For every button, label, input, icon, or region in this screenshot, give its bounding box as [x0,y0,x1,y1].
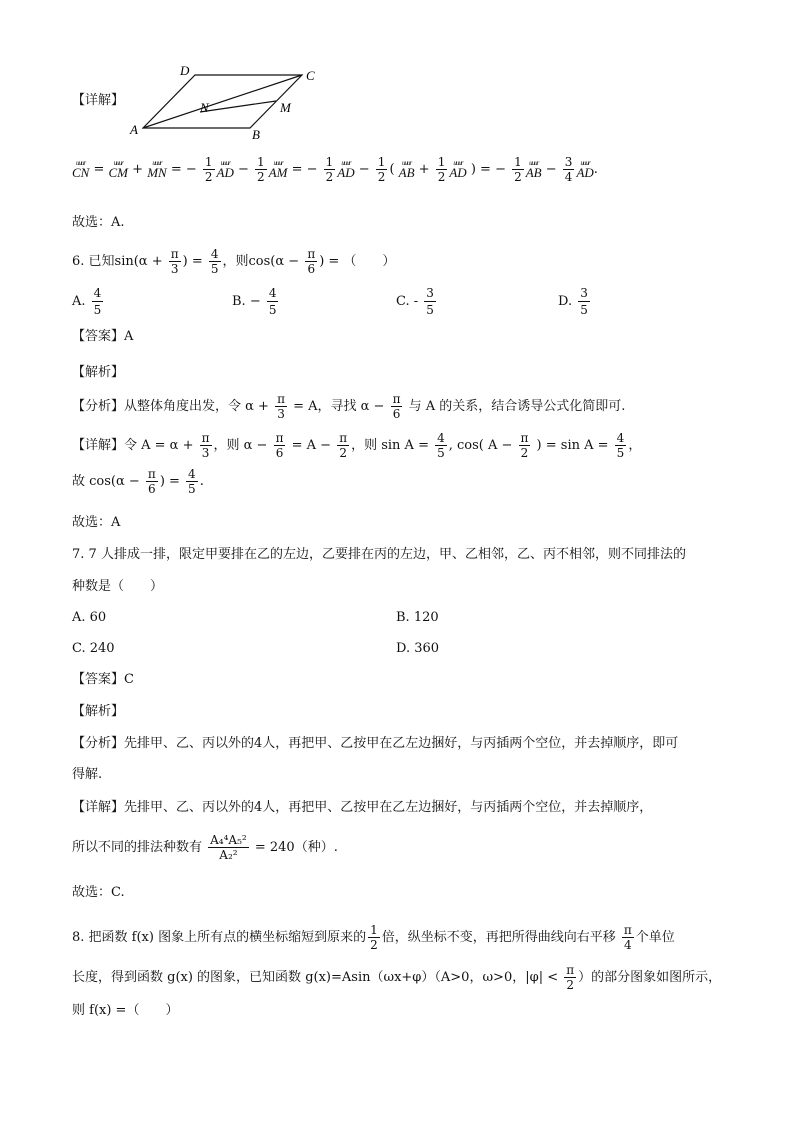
point-label-c: C [306,68,315,83]
numerator: π [277,392,285,406]
vector-name: CM [108,165,129,180]
numerator: π [623,923,632,937]
fraction [578,286,590,317]
numerator: π [307,247,316,261]
text-segment: + [128,162,148,177]
denominator: 2 [339,446,347,460]
q7-answer [72,673,134,686]
text-segment: , cos( A − [448,438,517,453]
denominator: 3 [201,446,210,460]
denominator: 5 [580,303,588,317]
text-segment: 个单位 [635,930,675,945]
text-segment: ) = [159,474,185,489]
vector [449,160,466,179]
q7-option[interactable]: B. 120 [396,610,439,625]
text-segment: = 240（种）. [250,840,338,855]
q8-stem-3 [72,1004,178,1017]
text-segment: − [354,162,374,177]
denominator: 2 [514,170,522,184]
point-label-n: N [200,100,209,115]
fraction [337,432,349,459]
denominator: 2 [520,446,529,460]
denominator: 2 [566,978,575,992]
fraction [564,964,576,991]
vector-arrow: uuur [580,159,590,167]
text-segment: + [414,162,434,177]
text-segment: ) = （ ） [319,254,396,269]
q7-fenxi-2 [72,768,102,781]
vector-arrow: uuur [453,159,463,167]
denominator: 5 [210,262,219,276]
text-segment: − [233,162,254,177]
text-segment: 【详解】先排甲、乙、丙以外的4人，再把甲、乙按甲在乙左边捆好，与丙插两个空位，并去掉顺序， [72,800,653,815]
text-segment: B. − [232,294,265,309]
text-segment: = [89,162,109,177]
fraction [512,156,524,183]
q6-fenxi [72,393,625,420]
text-segment: ，则 sin A = [351,438,434,453]
vector-name: AD [576,165,594,180]
vector-arrow: uuur [113,159,123,167]
denominator: 3 [277,407,285,421]
fraction [208,834,249,861]
numerator: 4 [188,467,196,481]
numerator: 4 [437,431,445,445]
fraction [435,432,447,459]
vector [526,160,542,179]
vector-equation [72,156,598,183]
text-segment: ）的部分图象如图所示， [578,970,722,985]
q6-jiexi [72,366,124,379]
fraction [622,924,634,951]
text-segment: 【解析】 [72,704,125,719]
denominator: 5 [616,446,625,460]
point-label-a: A [130,122,138,137]
denominator: 6 [392,407,401,421]
fraction [275,393,287,420]
vector-name: CN [72,165,90,180]
point-label-m: M [280,100,291,115]
text-segment: = − [287,162,322,177]
denominator: 5 [437,446,445,460]
fraction [203,156,215,183]
fraction [376,156,388,183]
detail-label: 【详解】 [72,93,125,108]
numerator: 4 [616,431,625,445]
q6-option[interactable] [558,286,592,317]
numerator: π [201,431,210,445]
fraction [169,248,181,275]
fraction [615,432,627,459]
q6-stem [72,248,395,275]
text-segment: 【分析】先排甲、乙、丙以外的4人，再把甲、乙按甲在乙左边捆好，与丙插两个空位，并去掉顺序，即可 [72,736,679,751]
text-segment: = − [166,162,201,177]
vector [399,160,415,179]
text-segment: . [593,162,598,177]
numerator: 4 [210,247,219,261]
text-segment: ，则cos(α − [222,254,304,269]
q7-option[interactable]: D. 360 [396,641,440,656]
vector-arrow: uuur [152,159,162,167]
numerator: 1 [370,923,378,937]
vector-arrow: uuur [529,159,539,167]
text-segment: ) = [182,254,207,269]
text-segment: 【答案】A [72,329,134,344]
text-segment: ，则 α − [213,438,272,453]
numerator: 3 [564,155,573,169]
q6-xiangjie [72,432,641,459]
text-segment: 长度，得到函数 g(x) 的图象，已知函数 g(x)=Asin（ωx+φ）（A>0，ω>0，|φ| < [72,970,563,985]
denominator: 5 [188,482,196,496]
text-segment: . [199,474,204,489]
vector [147,160,167,179]
vector [109,160,129,179]
text-segment: 7. 7 人排成一排，限定甲要排在乙的左边，乙要排在丙的左边，甲、乙相邻，乙、丙不相邻，则不同排法的 [72,547,686,562]
denominator: 6 [275,446,284,460]
numerator: π [392,392,401,406]
text-segment: ) = sin A = [532,438,613,453]
fraction [209,248,221,275]
fraction [200,432,212,459]
numerator: 3 [426,286,434,300]
denominator: 4 [564,170,573,184]
q8-stem-2 [72,964,721,991]
text-segment: − [541,162,561,177]
numerator: π [520,431,529,445]
denominator: 2 [204,170,213,184]
q6-option[interactable] [396,286,438,317]
denominator: 2 [377,170,386,184]
fraction [324,156,336,183]
q7-jiexi [72,705,124,718]
text-segment: 【解析】 [72,365,125,380]
text-segment: 则 f(x) =（ ） [72,1003,179,1018]
point-label-d: D [180,63,190,78]
q6-choice [72,516,120,529]
q7-choice [72,886,125,899]
numerator: 4 [93,286,102,300]
vector-name: AD [337,165,355,180]
numerator: π [339,431,348,445]
fraction [146,468,158,495]
denominator: 5 [93,303,102,317]
fraction [424,286,436,317]
denominator: 3 [170,262,179,276]
vector-arrow: uuur [273,159,283,167]
vector-arrow: uuur [220,159,230,167]
q6-option[interactable] [232,286,280,317]
q7-result [72,834,338,861]
fraction [255,156,267,183]
numerator: π [170,247,179,261]
text-segment: C. - [396,294,423,309]
vector-name: AB [398,165,415,180]
numerator: 1 [377,155,386,169]
text-segment: = A，寻找 α − [288,399,389,414]
denominator: 2 [437,170,446,184]
vector [269,160,288,179]
denominator: A₂² [219,848,238,862]
vector-arrow: uuur [401,159,412,167]
fraction [92,286,104,317]
numerator: 1 [437,155,446,169]
denominator: 6 [307,262,316,276]
q7-xiangjie [72,801,652,814]
vector-name: AM [268,165,288,180]
denominator: 2 [257,170,265,184]
text-segment: 故 cos(α − [72,474,144,489]
numerator: 3 [580,286,588,300]
text-segment: = A − [287,438,336,453]
text-segment: 故选：A [72,515,121,530]
text-segment: 【答案】C [72,672,134,687]
vector-name: AD [449,165,467,180]
vector-arrow: uuur [341,159,351,167]
text-segment: D. [558,294,577,309]
denominator: 2 [325,170,334,184]
text-segment: ) = − [466,162,511,177]
numerator: 1 [325,155,334,169]
text-segment: A. [72,294,90,309]
fraction [368,924,380,951]
point-label-b: B [252,127,260,142]
text-segment: 与 A 的关系，结合诱导公式化简即可. [404,399,626,414]
vector [576,160,593,179]
vector [72,160,89,179]
vector-name: AB [525,165,542,180]
q7-stem-1 [72,548,686,561]
denominator: 4 [624,938,632,952]
numerator: 1 [204,155,213,169]
fraction [267,286,279,317]
vector-arrow: uuur [76,159,86,167]
text-segment: 8. 把函数 f(x) 图象上所有点的横坐标缩短到原来的 [72,930,367,945]
vector-name: MN [147,165,167,180]
numerator: A₄⁴A₅² [210,833,247,847]
q8-stem-1 [72,924,675,951]
fraction [519,432,531,459]
fraction [391,393,403,420]
numerator: π [566,963,575,977]
vector [337,160,354,179]
denominator: 6 [148,482,156,496]
denominator: 2 [370,938,378,952]
q7-stem-2 [72,580,163,593]
q6-answer [72,330,133,343]
q7-option[interactable]: C. 240 [72,641,115,656]
denominator: 5 [268,303,277,317]
text-segment: 故选：C. [72,885,125,900]
q7-fenxi-1 [72,737,678,750]
text-segment: ( [389,162,399,177]
fraction [274,432,286,459]
vector-name: AD [216,165,234,180]
text-segment: ， [628,438,642,453]
numerator: 1 [257,155,265,169]
denominator: 5 [426,303,434,317]
vector [217,160,234,179]
parallelogram-diagram [0,0,340,145]
q7-option[interactable]: A. 60 [72,610,107,625]
fraction [563,156,575,183]
q6-option[interactable] [72,286,105,317]
text-segment: 倍，纵坐标不变，再把所得曲线向右平移 [381,930,620,945]
q5-choice [72,216,125,229]
text-segment: 故选：A. [72,215,125,230]
text-segment: 6. 已知sin(α + [72,254,167,269]
text-segment: 【详解】令 A = α + [72,438,198,453]
text-segment: 得解. [72,767,103,782]
numerator: 4 [268,286,277,300]
q6-conclusion [72,468,204,495]
numerator: π [275,431,284,445]
text-segment: 所以不同的排法种数有 [72,840,207,855]
text-segment: 【分析】从整体角度出发，令 α + [72,399,274,414]
fraction [186,468,198,495]
numerator: 1 [514,155,522,169]
fraction [436,156,448,183]
text-segment: 种数是（ ） [72,579,164,594]
fraction [305,248,317,275]
numerator: π [147,467,156,481]
